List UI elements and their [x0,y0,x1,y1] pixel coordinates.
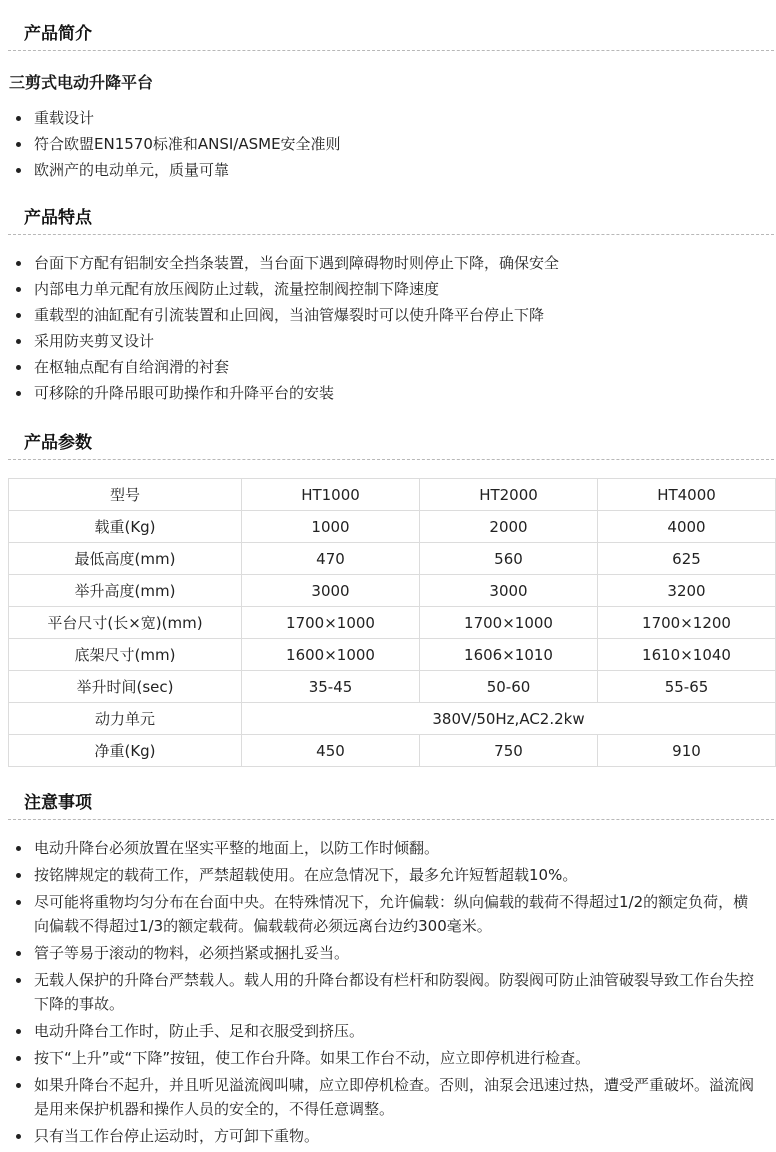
list-item: 可移除的升降吊眼可助操作和升降平台的安装 [0,380,766,406]
table-row [9,607,776,639]
table-cell: 1700×1000 [420,607,598,639]
table-cell: 2000 [420,511,598,543]
list-item: 只有当工作台停止运动时，方可卸下重物。 [0,1124,766,1148]
table-cell: 50-60 [420,671,598,703]
table-cell: 3200 [598,575,776,607]
table-row [9,479,776,511]
section-header-params [8,425,774,460]
table-cell: 625 [598,543,776,575]
table-cell: 1606×1010 [420,639,598,671]
table-cell: HT2000 [420,479,598,511]
table-row [9,671,776,703]
list-item: 电动升降台必须放置在坚实平整的地面上，以防工作时倾翻。 [0,836,766,860]
section-title: 产品参数 [24,433,92,453]
list-item: 符合欧盟EN1570标准和ANSI/ASME安全准则 [0,131,766,157]
notes-bullet-list [0,836,766,1151]
table-cell: 举升高度(mm) [9,575,242,607]
table-cell: 型号 [9,479,242,511]
list-item: 在枢轴点配有自给润滑的衬套 [0,354,766,380]
table-cell: HT4000 [598,479,776,511]
table-cell: 1700×1200 [598,607,776,639]
product-subtitle: 三剪式电动升降平台 [9,73,154,92]
list-item: 电动升降台工作时，防止手、足和衣服受到挤压。 [0,1019,766,1043]
table-cell: HT1000 [242,479,420,511]
table-cell: 560 [420,543,598,575]
table-row [9,735,776,767]
table-row [9,543,776,575]
list-item: 尽可能将重物均匀分布在台面中央。在特殊情况下，允许偏载：纵向偏载的载荷不得超过1/2的额定负荷，横向偏载不得超过1/3的额定载荷。偏载载荷必须远离台边约300毫米。 [0,890,766,938]
table-cell: 1600×1000 [242,639,420,671]
table-row [9,511,776,543]
list-item: 按铭牌规定的载荷工作，严禁超载使用。在应急情况下，最多允许短暂超载10%。 [0,863,766,887]
table-cell: 3000 [242,575,420,607]
section-header-features [8,200,774,235]
section-header-notes [8,785,774,820]
table-row [9,639,776,671]
list-item: 采用防夹剪叉设计 [0,328,766,354]
table-cell: 平台尺寸(长×宽)(mm) [9,607,242,639]
list-item: 重载型的油缸配有引流装置和止回阀，当油管爆裂时可以使升降平台停止下降 [0,302,766,328]
list-item: 无载人保护的升降台严禁载人。载人用的升降台都设有栏杆和防裂阀。防裂阀可防止油管破裂导致工作台失控下降的事故。 [0,968,766,1016]
table-cell: 1610×1040 [598,639,776,671]
table-cell: 举升时间(sec) [9,671,242,703]
section-title: 产品特点 [24,208,92,228]
table-cell: 动力单元 [9,703,242,735]
features-bullet-list [0,250,766,406]
table-row [9,703,776,735]
table-cell: 1000 [242,511,420,543]
table-cell: 载重(Kg) [9,511,242,543]
table-cell: 910 [598,735,776,767]
table-cell: 35-45 [242,671,420,703]
table-cell: 底架尺寸(mm) [9,639,242,671]
table-cell-merged: 380V/50Hz,AC2.2kw [242,703,776,735]
table-cell: 1700×1000 [242,607,420,639]
table-cell: 4000 [598,511,776,543]
list-item: 欧洲产的电动单元，质量可靠 [0,157,766,183]
section-title: 产品简介 [24,24,92,44]
table-cell: 3000 [420,575,598,607]
list-item: 管子等易于滚动的物料，必须挡紧或捆扎妥当。 [0,941,766,965]
table-cell: 最低高度(mm) [9,543,242,575]
list-item: 内部电力单元配有放压阀防止过载，流量控制阀控制下降速度 [0,276,766,302]
intro-bullet-list [0,105,766,183]
table-cell: 750 [420,735,598,767]
section-title: 注意事项 [24,793,92,813]
table-cell: 净重(Kg) [9,735,242,767]
table-cell: 450 [242,735,420,767]
list-item: 重载设计 [0,105,766,131]
list-item: 按下“上升”或“下降”按钮，使工作台升降。如果工作台不动，应立即停机进行检查。 [0,1046,766,1070]
table-row [9,575,776,607]
list-item: 台面下方配有铝制安全挡条装置，当台面下遇到障碍物时则停止下降，确保安全 [0,250,766,276]
list-item: 如果升降台不起升，并且听见溢流阀叫啸，应立即停机检查。否则，油泵会迅速过热，遭受严重破坏。溢流阀是用来保护机器和操作人员的安全的，不得任意调整。 [0,1073,766,1121]
section-header-intro [8,16,774,51]
params-table [8,478,776,767]
table-cell: 470 [242,543,420,575]
table-cell: 55-65 [598,671,776,703]
